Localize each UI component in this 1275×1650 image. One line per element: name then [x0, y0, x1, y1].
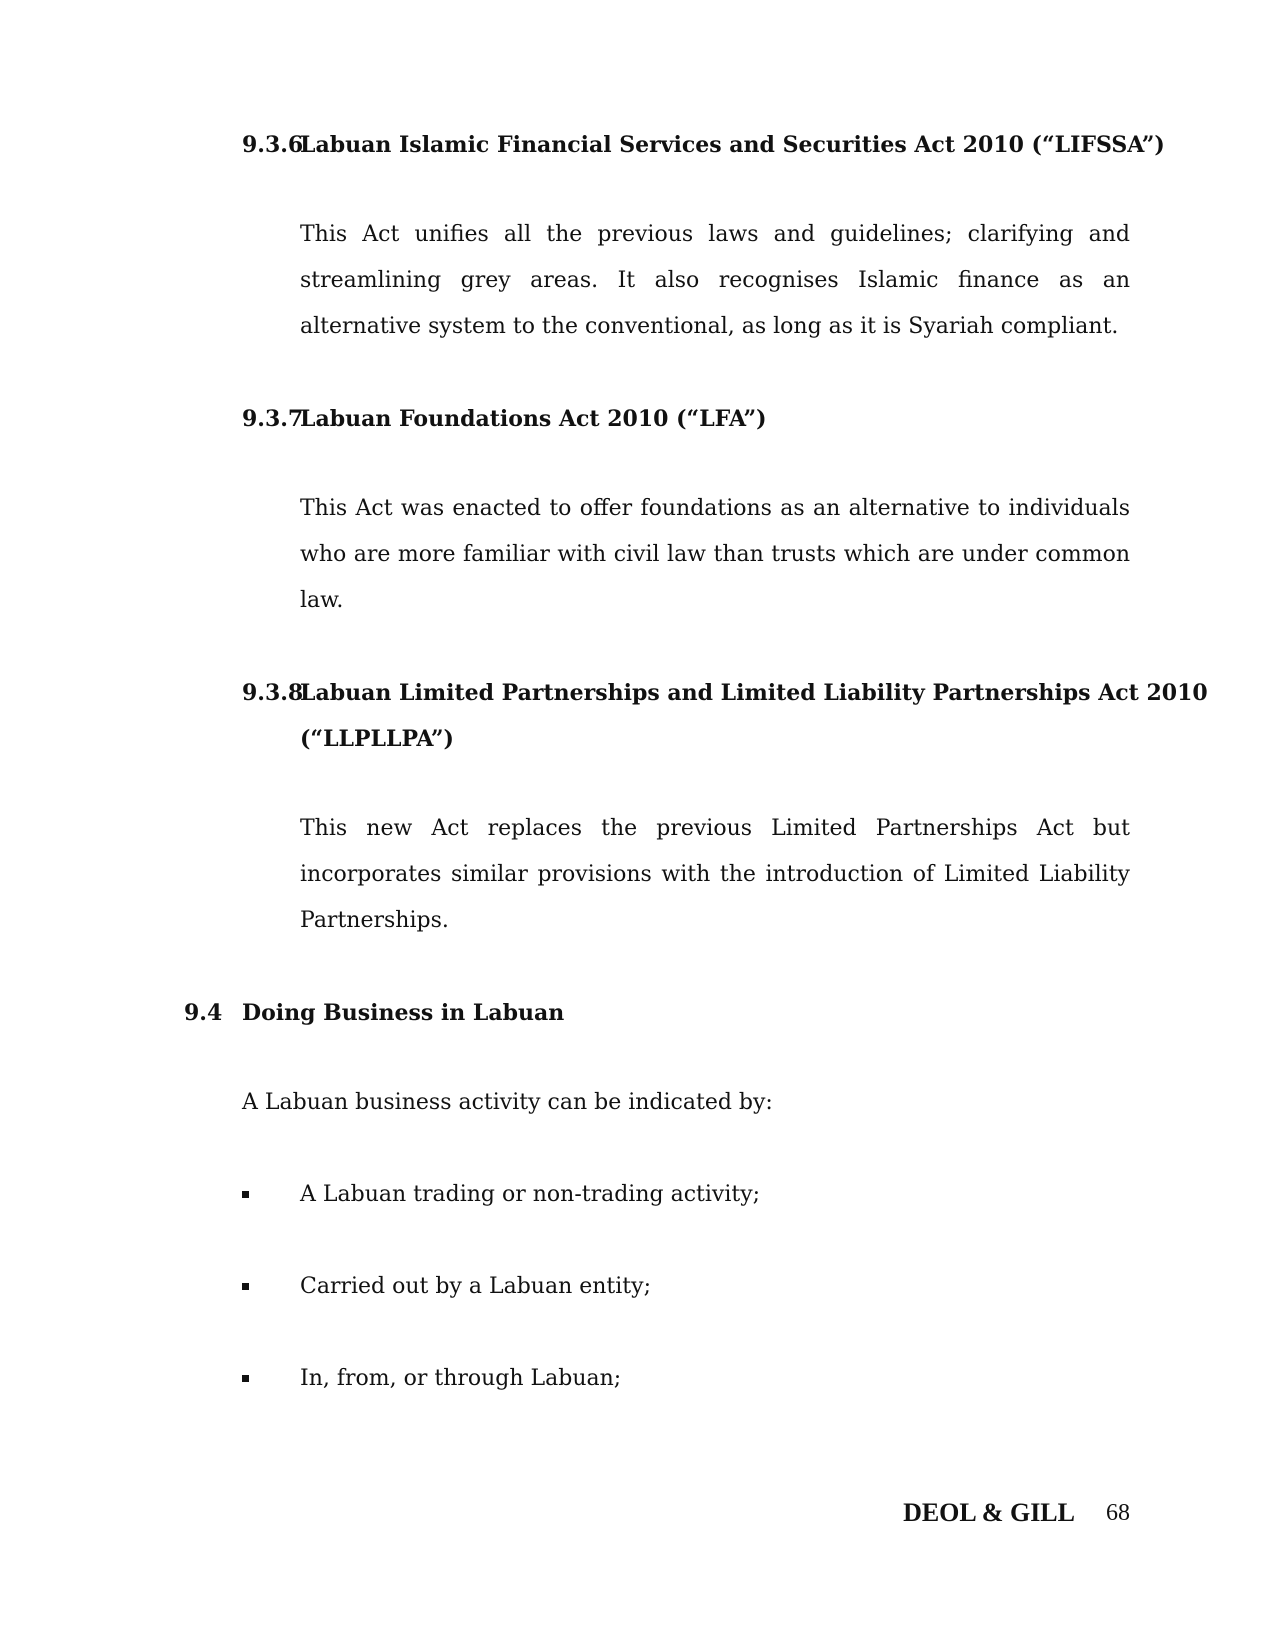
bullet-square-icon: [242, 1191, 249, 1198]
section-intro-9-4: A Labuan business activity can be indicated by:: [242, 1090, 773, 1115]
section-number: 9.4: [184, 1000, 223, 1026]
section-title: Labuan Islamic Financial Services and Securities Act 2010 (“LIFSSA”): [300, 132, 1165, 158]
page-footer: [880, 1490, 1130, 1536]
section-title: Doing Business in Labuan: [242, 1000, 565, 1026]
section-number: 9.3.8: [242, 680, 304, 706]
section-body-9-3-7: This Act was enacted to offer foundations as an alternative to individuals who are more familiar with civil law than trusts which are under common law.: [300, 496, 1130, 613]
bullet-square-icon: [242, 1375, 249, 1382]
section-title-line-1: Labuan Limited Partnerships and Limited Liability Partnerships Act 2010: [300, 680, 1208, 706]
list-item: [242, 1356, 1142, 1402]
firm-name: DEOL & GILL: [903, 1498, 1075, 1527]
section-number: 9.3.6: [242, 132, 304, 158]
section-title-line-2: (“LLPLLPA”): [300, 726, 454, 752]
bullet-square-icon: [242, 1283, 249, 1290]
list-item-text: Carried out by a Labuan entity;: [300, 1274, 651, 1299]
section-body-9-3-8: This new Act replaces the previous Limited Partnerships Act but incorporates similar provisions with the introduction of Limited Liability Partnerships.: [300, 816, 1130, 933]
list-item: [242, 1264, 1142, 1310]
list-item-text: In, from, or through Labuan;: [300, 1366, 622, 1391]
page-number: 68: [1106, 1500, 1130, 1526]
section-body-9-3-6: This Act unifies all the previous laws and guidelines; clarifying and streamlining grey areas. It also recognises Islamic finance as an alternative system to the conventional, as long as it is Syariah compliant.: [300, 222, 1130, 339]
section-title: Labuan Foundations Act 2010 (“LFA”): [300, 406, 767, 432]
list-item-text: A Labuan trading or non-trading activity;: [300, 1182, 761, 1207]
list-item: [242, 1172, 1142, 1218]
section-number: 9.3.7: [242, 406, 304, 432]
